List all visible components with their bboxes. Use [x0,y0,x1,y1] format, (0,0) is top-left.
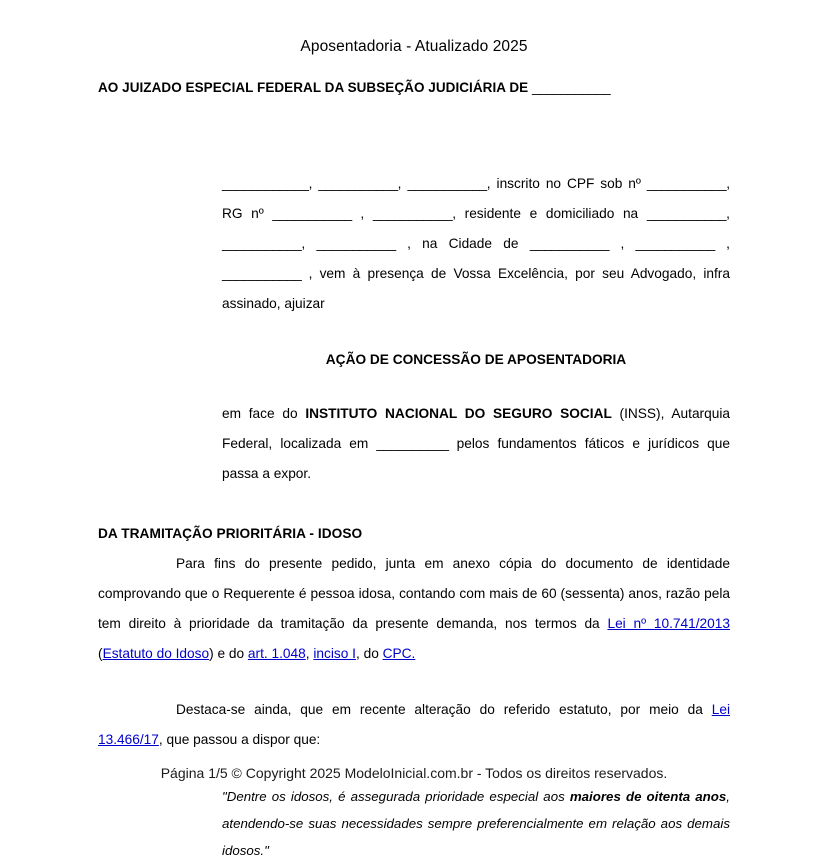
priority-p1-text-d: , [305,646,314,661]
qual-blank-10: ___________ [529,236,610,251]
quotation-emphasis: maiores de oitenta anos [569,789,727,804]
link-lei-13466-17[interactable]: Lei 13.466/17 [98,702,730,747]
qual-sep-4: , [726,206,730,221]
quotation-block [222,783,730,864]
link-cpc[interactable]: CPC. [382,646,416,661]
qual-blank-9: ___________ [316,236,396,251]
qual-sep-3: , [360,206,365,221]
qual-blank-6: ___________ [372,206,453,221]
link-art-1048[interactable]: art. 1.048 [247,646,306,661]
qual-sep-2: , [397,176,402,191]
defendant-paragraph [222,399,730,489]
priority-p1-text-c: ) e do [209,646,248,661]
action-heading: AÇÃO DE CONCESSÃO DE APOSENTADORIA [325,352,627,367]
qual-sep-5: , [301,236,306,251]
defendant-mid: (INSS), Autarquia Federal, localizada em [222,406,730,451]
priority-p1-text-b: ( [98,646,103,661]
qual-text-closing: , vem à presença de Vossa Excelência, por seu Advogado, infra assinado, ajuizar [222,266,730,311]
qual-text-residente: , residente e domiciliado na [452,206,639,221]
qual-blank-7: ___________ [646,206,727,221]
defendant-prefix: em face do [222,406,306,421]
qualification-paragraph [222,169,730,319]
defendant-name: INSTITUTO NACIONAL DO SEGURO SOCIAL [305,406,612,421]
document-title: Aposentadoria - Atualizado 2025 [300,38,528,55]
priority-paragraph-2 [98,695,730,755]
priority-p2-text-a: Destaca-se ainda, que em recente alteração do referido estatuto, por meio da [176,702,712,717]
quotation-part-2: , atendendo-se suas necessidades sempre preferencialmente em relação aos demais idosos." [222,789,730,858]
link-inciso-i[interactable]: inciso I [313,646,356,661]
qual-sep-7: , [726,236,730,251]
qual-blank-5: ___________ [272,206,352,221]
addressee-blank: ___________ [532,80,611,95]
qual-sep-6: , [620,236,625,251]
qual-blank-3: ___________ [407,176,487,191]
link-estatuto-do-idoso[interactable]: Estatuto do Idoso [102,646,210,661]
priority-p1-text-e: , do [355,646,383,661]
link-lei-10741-2013[interactable]: Lei nº 10.741/2013 [607,616,730,631]
addressee-line [98,80,730,95]
priority-paragraph-2-block [98,695,730,755]
defendant-suffix: pelos fundamentos fáticos e jurídicos que passa a expor. [222,436,731,481]
priority-section-heading: DA TRAMITAÇÃO PRIORITÁRIA - IDOSO [98,526,363,541]
priority-p1-text-a: Para fins do presente pedido, junta em anexo cópia do documento de identidade comprovando que o Requerente é pessoa idosa, contando com mais de 60 (sessenta) anos, razão pela tem direito à prioridade da tramitação da presente demanda, nos termos da [98,556,730,631]
qualification-block [222,169,730,319]
qual-text-cidade: , na Cidade de [407,236,519,251]
qual-blank-8: ___________ [222,236,302,251]
priority-p2-text-b: , que passou a dispor que: [158,732,321,747]
qual-text-rg: , RG nº [222,176,731,221]
qual-text-cpf: , inscrito no CPF sob nº [486,176,641,191]
document-body [98,80,730,864]
qual-blank-11: ___________ [635,236,715,251]
page-footer: Página 1/5 © Copyright 2025 ModeloInicial.com.br - Todos os direitos reservados. [160,765,668,781]
defendant-blank: __________ [376,436,449,451]
priority-paragraph-1 [98,549,730,669]
qual-sep-1: , [308,176,313,191]
qual-blank-4: ___________ [646,176,727,191]
qual-blank-1: ____________ [222,176,309,191]
qual-blank-12: ___________ [222,266,302,281]
defendant-block [222,399,730,489]
qual-blank-2: ___________ [318,176,398,191]
addressee-text: AO JUIZADO ESPECIAL FEDERAL DA SUBSEÇÃO JUDICIÁRIA DE [98,80,529,95]
quotation-part-1: "Dentre os idosos, é assegurada prioridade especial aos [222,789,570,804]
priority-paragraph-1-block [98,549,730,669]
